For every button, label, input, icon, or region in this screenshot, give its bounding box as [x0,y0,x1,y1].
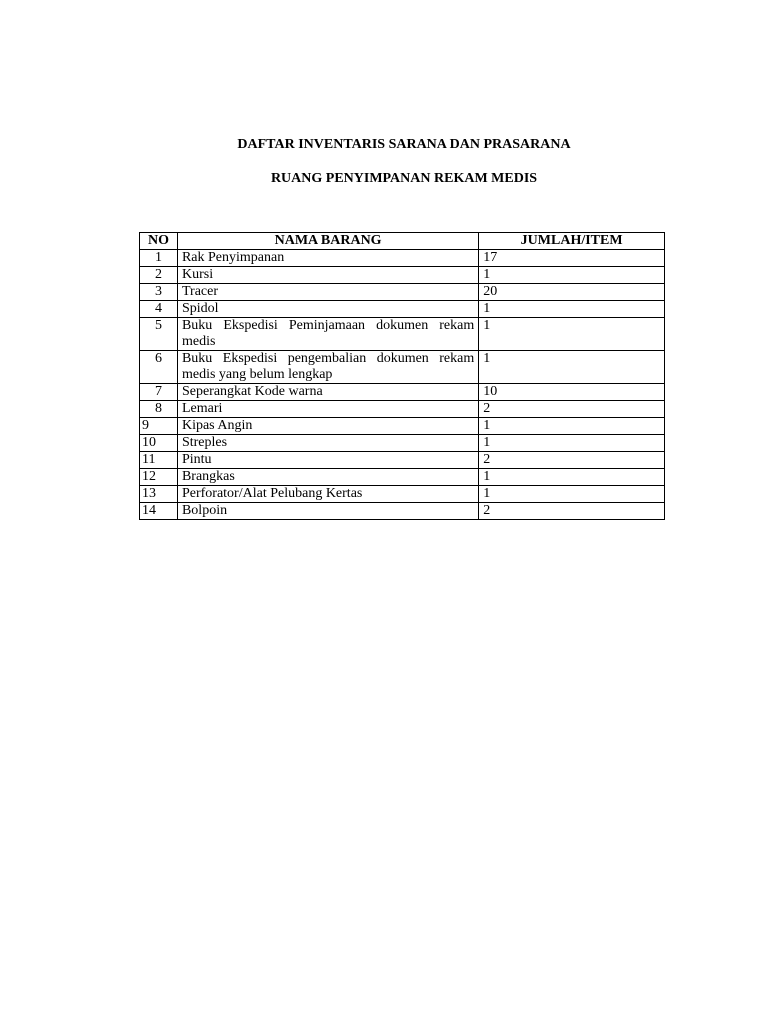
table-row [140,301,665,318]
item-quantity: 1 [479,486,665,503]
item-quantity: 20 [479,284,665,301]
header-no: NO [140,233,178,250]
item-name: Tracer [177,284,478,301]
item-name: Lemari [177,401,478,418]
item-quantity: 17 [479,250,665,267]
item-quantity: 2 [479,452,665,469]
item-quantity: 1 [479,267,665,284]
table-row [140,418,665,435]
table-row [140,503,665,520]
row-number: 10 [140,435,178,452]
document-title: DAFTAR INVENTARIS SARANA DAN PRASARANA [237,137,571,152]
row-number: 2 [140,267,178,284]
item-quantity: 1 [479,435,665,452]
table-row [140,401,665,418]
row-number: 12 [140,469,178,486]
table-row [140,384,665,401]
item-name: Rak Penyimpanan [177,250,478,267]
item-name: Seperangkat Kode warna [177,384,478,401]
item-name: Kursi [177,267,478,284]
table-row [140,267,665,284]
item-name: Streples [177,435,478,452]
item-name: Perforator/Alat Pelubang Kertas [177,486,478,503]
item-name: Bolpoin [177,503,478,520]
header-quantity: JUMLAH/ITEM [479,233,665,250]
inventory-table [139,232,665,520]
document-subtitle: RUANG PENYIMPANAN REKAM MEDIS [270,171,538,186]
table-row [140,435,665,452]
row-number: 8 [140,401,178,418]
item-name: Buku Ekspedisi Peminjamaan dokumen rekam medis [177,318,478,351]
item-quantity: 1 [479,301,665,318]
item-quantity: 1 [479,418,665,435]
item-name: Spidol [177,301,478,318]
row-number: 13 [140,486,178,503]
item-name: Pintu [177,452,478,469]
table-row [140,284,665,301]
table-row [140,351,665,384]
table-row [140,469,665,486]
row-number: 9 [140,418,178,435]
table-header-row [140,233,665,250]
table-row [140,318,665,351]
row-number: 14 [140,503,178,520]
item-quantity: 1 [479,351,665,384]
item-name: Brangkas [177,469,478,486]
row-number: 1 [140,250,178,267]
row-number: 6 [140,351,178,384]
table-row [140,452,665,469]
row-number: 4 [140,301,178,318]
item-quantity: 1 [479,318,665,351]
row-number: 5 [140,318,178,351]
row-number: 11 [140,452,178,469]
item-name: Buku Ekspedisi pengembalian dokumen rekam medis yang belum lengkap [177,351,478,384]
item-quantity: 2 [479,503,665,520]
item-quantity: 1 [479,469,665,486]
header-item-name: NAMA BARANG [177,233,478,250]
table-row [140,486,665,503]
item-quantity: 10 [479,384,665,401]
row-number: 3 [140,284,178,301]
item-name: Kipas Angin [177,418,478,435]
table-row [140,250,665,267]
item-quantity: 2 [479,401,665,418]
row-number: 7 [140,384,178,401]
